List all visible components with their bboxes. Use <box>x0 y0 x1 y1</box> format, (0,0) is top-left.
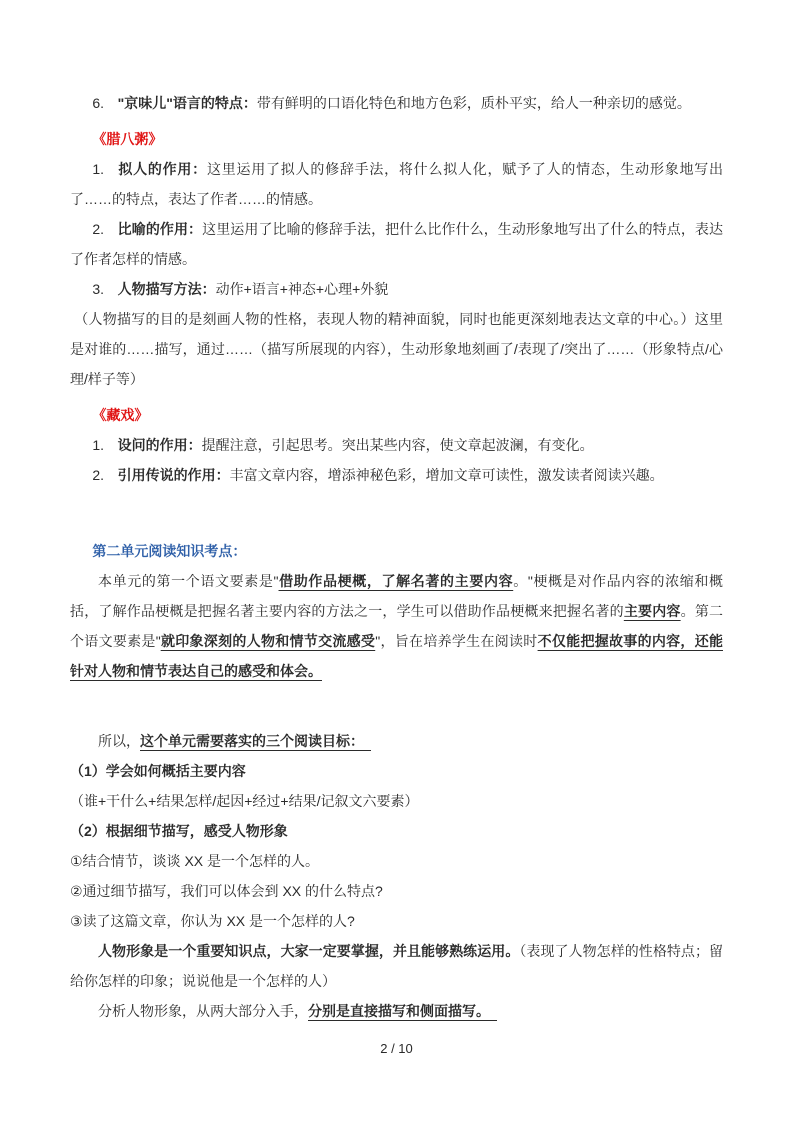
text-run: 这里运用了拟人的修辞手法，将什么拟人化，赋予了人的情态，生动形象地写出了……的特点，表达了作者……的情感。 <box>70 161 724 207</box>
unit2-language-elements-paragraph <box>70 566 723 686</box>
text-run: 分别是直接描写和侧面描写。 <box>308 1003 497 1019</box>
text-run: 借助作品梗概，了解名著的主要内容 <box>278 573 514 589</box>
goal-2-question-3 <box>70 906 723 936</box>
item-number: 1. <box>92 161 105 177</box>
blank-line <box>70 686 723 726</box>
text-run: 拟人的作用： <box>117 161 207 177</box>
item-metaphor-function <box>70 214 723 274</box>
zangxi-heading <box>70 400 723 430</box>
text-run: 就印象深刻的人物和情节交流感受 <box>160 633 376 649</box>
text-run: 《腊八粥》 <box>92 131 163 147</box>
text-run: 设问的作用： <box>117 437 202 453</box>
text-run: 带有鲜明的口语化特色和地方色彩，质朴平实，给人一种亲切的感觉。 <box>256 95 691 111</box>
item-rhetorical-question-function <box>70 430 723 460</box>
text-run: ①结合情节，谈谈 XX 是一个怎样的人。 <box>70 853 320 869</box>
item-jingweier-language-features <box>70 88 723 118</box>
text-run: 这里运用了比喻的修辞手法，把什么比作什么，生动形象地写出了什么的特点，表达了作者怎样的情感。 <box>70 221 724 267</box>
unit2-reading-points-heading <box>70 536 723 566</box>
text-run: （1）学会如何概括主要内容 <box>70 763 246 779</box>
text-run: 所以， <box>98 733 140 749</box>
text-run: 本单元的第一个语文要素是" <box>98 573 279 589</box>
text-run: 人物描写方法： <box>117 281 216 297</box>
goal-2 <box>70 816 723 846</box>
reading-goals-lead <box>70 726 723 756</box>
item-number: 2. <box>92 467 105 483</box>
laba-zhou-heading <box>70 124 723 154</box>
goal-2-question-1 <box>70 846 723 876</box>
item-number: 6. <box>92 95 105 111</box>
item-character-description-methods <box>70 274 723 304</box>
text-run: 主要内容 <box>623 603 681 619</box>
text-run: 比喻的作用： <box>117 221 203 237</box>
text-run: 。第二个语文要素是" <box>70 603 724 649</box>
text-run: 。"梗概是对作品内容的浓缩和概括，了解作品梗概是把握名著主要内容的方法之一，学生可以借助作品梗概来把握名著的 <box>70 573 723 619</box>
text-run: 引用传说的作用： <box>117 467 230 483</box>
text-run: "京味儿"语言的特点： <box>117 95 257 111</box>
goal-2-question-2 <box>70 876 723 906</box>
goal-1 <box>70 756 723 786</box>
text-run: ③读了这篇文章，你认为 XX 是一个怎样的人? <box>70 913 355 929</box>
item-number: 3. <box>92 281 105 297</box>
item-cited-legend-function <box>70 460 723 490</box>
text-run: 《藏戏》 <box>92 407 149 423</box>
item-personification-function <box>70 154 723 214</box>
text-run: 分析人物形象，从两大部分入手， <box>98 1003 308 1019</box>
character-description-note <box>70 304 723 394</box>
character-image-emphasis <box>70 936 723 996</box>
character-analysis-methods <box>70 996 723 1026</box>
text-run: "，旨在培养学生在阅读时 <box>375 633 538 649</box>
text-run: （人物描写的目的是刻画人物的性格，表现人物的精神面貌，同时也能更深刻地表达文章的中心。）这里是对谁的……描写，通过……（描写所展现的内容），生动形象地刻画了/表现了/突出了……（形象特点/心理/样子等） <box>70 311 723 387</box>
page-number-indicator: 2 / 10 <box>380 1041 413 1056</box>
goal-1-note <box>70 786 723 816</box>
text-run: 这个单元需要落实的三个阅读目标： <box>140 733 371 749</box>
text-run: ②通过细节描写，我们可以体会到 XX 的什么特点? <box>70 883 383 899</box>
text-run: （2）根据细节描写，感受人物形象 <box>70 823 288 839</box>
item-number: 2. <box>92 221 105 237</box>
item-number: 1. <box>92 437 105 453</box>
blank-line <box>70 490 723 530</box>
text-run: 丰富文章内容，增添神秘色彩，增加文章可读性，激发读者阅读兴趣。 <box>229 467 664 483</box>
text-run: 动作+语言+神态+心理+外貌 <box>215 281 389 297</box>
text-run: （表现了人物怎样的性格特点；留给你怎样的印象；说说他是一个怎样的人） <box>70 943 724 989</box>
text-run: 第二单元阅读知识考点： <box>92 543 247 559</box>
text-run: 不仅能把握故事的内容，还能针对人物和情节表达自己的感受和体会。 <box>70 633 723 679</box>
text-run: 人物形象是一个重要知识点，大家一定要掌握，并且能够熟练运用。 <box>98 943 520 959</box>
text-run: （谁+干什么+结果怎样/起因+经过+结果/记叙文六要素） <box>70 793 419 809</box>
text-run: 提醒注意，引起思考。突出某些内容，使文章起波澜，有变化。 <box>201 437 594 453</box>
